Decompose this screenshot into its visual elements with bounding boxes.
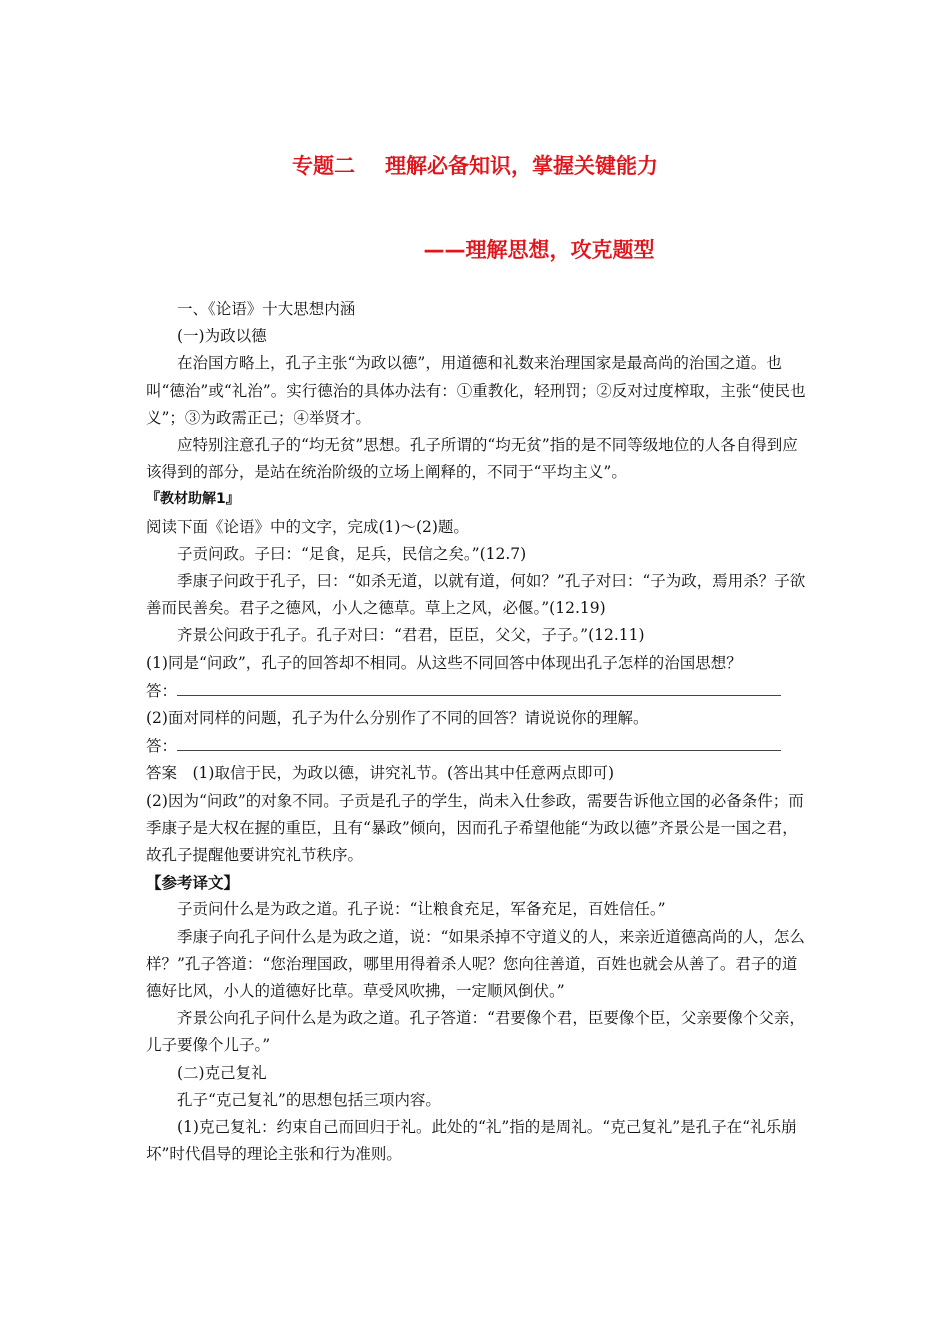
instruction: 阅读下面《论语》中的文字，完成(1)～(2)题。: [146, 517, 469, 536]
aid-tag: 『教材助解1』: [146, 491, 240, 508]
question-1: (1)同是“问政”，孔子的回答却不相同。从这些不同回答中体现出孔子怎样的治国思想？: [146, 653, 742, 672]
subsection-heading: (一)为政以德: [177, 327, 267, 346]
title-topic: 专题二: [292, 154, 355, 178]
answer-line-1: [146, 677, 810, 705]
subsection-heading: (二)克己复礼: [177, 1063, 267, 1082]
page-title: [0, 150, 950, 180]
title-main: 理解必备知识，掌握关键能力: [385, 154, 658, 178]
translation-paragraph: 子贡问什么是为政之道。孔子说：“让粮食充足，军备充足，百姓信任。”: [177, 900, 666, 919]
paragraph: 在治国方略上，孔子主张“为政以德”，用道德和礼数来治理国家是最高尚的治国之道。也叫“德治”或“礼治”。实行德治的具体办法有：①重教化，轻刑罚；②反对过度榨取，主张“使民也义”；③为政需正己；④举贤才。: [146, 354, 806, 427]
paragraph: 孔子“克己复礼”的思想包括三项内容。: [177, 1090, 441, 1109]
translation-paragraph: 齐景公向孔子问什么是为政之道。孔子答道：“君要像个君，臣要像个臣，父亲要像个父亲，儿子要像个儿子。”: [146, 1009, 805, 1055]
answer-label: 答：: [146, 681, 178, 700]
answer-label: 答：: [146, 737, 178, 756]
answer-line-2: [146, 732, 810, 760]
quote: 季康子问政于孔子，曰：“如杀无道，以就有道，何如？”孔子对曰：“子为政，焉用杀？子欲善而民善矣。君子之德风，小人之德草。草上之风，必偃。”(12.19): [146, 572, 806, 618]
question-2: (2)面对同样的问题，孔子为什么分别作了不同的回答？请说说你的理解。: [146, 709, 649, 728]
section-heading: 一、《论语》十大思想内涵: [177, 300, 356, 318]
page-subtitle: ——理解思想，攻克题型: [423, 238, 655, 262]
translation-heading: 【参考译文】: [146, 873, 240, 893]
document-body: [146, 296, 810, 1169]
translation-paragraph: 季康子向孔子问什么是为政之道，说：“如果杀掉不守道义的人，来亲近道德高尚的人，怎么样？”孔子答道：“您治理国政，哪里用得着杀人呢？您向往善道，百姓也就会从善了。君子的道德好比风，小人的道德好比草。草受风吹拂，一定顺风倒伏。”: [146, 927, 805, 1001]
answer-key-1: 答案 (1)取信于民，为政以德，讲究礼节。(答出其中任意两点即可): [146, 764, 615, 783]
answer-blank-2[interactable]: [177, 732, 781, 751]
answer-key-2: (2)因为“问政”的对象不同。子贡是孔子的学生，尚未入仕参政，需要告诉他立国的必备条件；而季康子是大权在握的重臣，且有“暴政”倾向，因而孔子希望他能“为政以德”齐景公是一国之君，故孔子提醒他要讲究礼节秩序。: [146, 791, 804, 865]
quote: 齐景公问政于孔子。孔子对曰：“君君，臣臣，父父，子子。”(12.11): [177, 626, 645, 645]
answer-blank-1[interactable]: [177, 677, 781, 696]
paragraph: 应特别注意孔子的“均无贫”思想。孔子所谓的“均无贫”指的是不同等级地位的人各自得到应该得到的部分，是站在统治阶级的立场上阐释的，不同于“平均主义”。: [146, 436, 798, 482]
paragraph: (1)克己复礼：约束自己而回归于礼。此处的“礼”指的是周礼。“克己复礼”是孔子在“礼乐崩坏”时代倡导的理论主张和行为准则。: [146, 1118, 797, 1164]
quote: 子贡问政。子曰：“足食，足兵，民信之矣。”(12.7): [177, 544, 527, 563]
